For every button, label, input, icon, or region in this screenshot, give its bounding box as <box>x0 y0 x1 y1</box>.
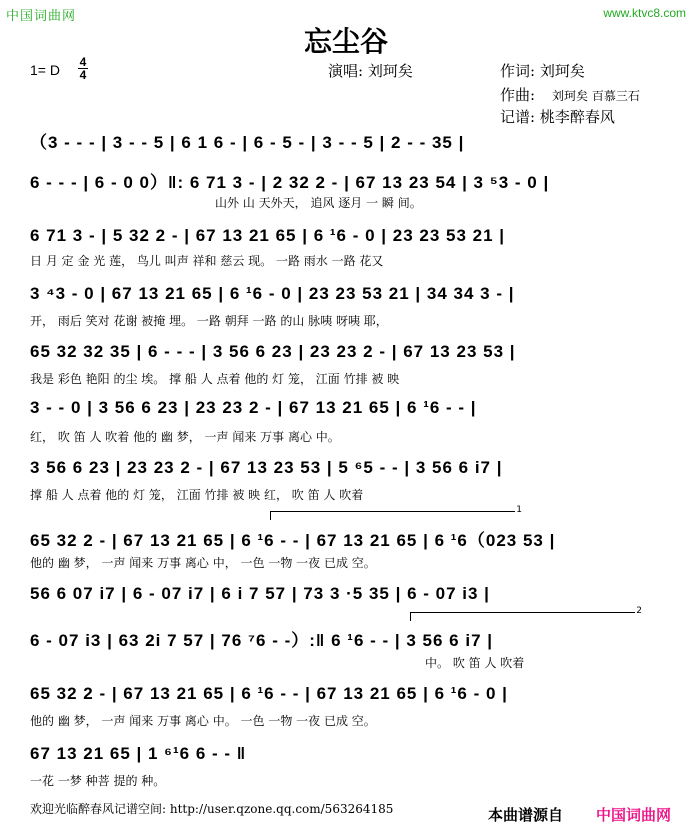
footer-source-label: 本曲谱源自 <box>488 806 564 824</box>
key-signature: 1= D <box>30 62 60 78</box>
score-line-8: 65 32 2 - | 67 13 21 65 | 6 ¹6 - - | 67 13 21 65 | 6 ¹6（023 53 | <box>30 531 556 550</box>
lyrics-line-6: 红， 吹 笛 人 吹着 他的 幽 梦， 一声 闻来 万事 离心 中。 <box>30 430 340 444</box>
footer-note: 欢迎光临醉春风记谱空间: http://user.qzone.qq.com/563264185 <box>30 802 394 816</box>
score-line-1: （3 - - - | 3 - - 5 | 6 1 6 - | 6 - 5 - | 3 - - 5 | 2 - - 35 | <box>30 133 465 152</box>
time-signature <box>78 56 88 81</box>
footer-source-brand: 中国词曲网 <box>596 806 672 824</box>
lyrics-line-5: 我是 彩色 艳阳 的尘 埃。 撑 船 人 点着 他的 灯 笼， 江面 竹排 被 映 <box>30 372 400 386</box>
lyricist: 作词: 刘珂矣 <box>500 62 585 80</box>
score-line-2: 6 - - - | 6 - 0 0）‖: 6 71 3 - | 2 32 2 - | 67 13 23 54 | 3 ⁵3 - 0 | <box>30 173 550 192</box>
transcriber: 记谱: 桃李醉春风 <box>500 108 615 126</box>
composer-label: 作曲: <box>500 86 536 104</box>
score-line-10: 6 - 07 i3 | 63 2i 7 57 | 76 ⁷6 - -）:‖ 6 ¹6 - - | 3 56 6 i7 | <box>30 631 494 650</box>
singer: 演唱: 刘珂矣 <box>328 62 413 80</box>
meter-bottom: 4 <box>79 68 87 82</box>
meter-top: 4 <box>79 55 87 69</box>
watermark-right: www.ktvc8.com <box>603 6 686 20</box>
volta-1: 1 <box>270 511 521 520</box>
score-line-5: 65 32 32 35 | 6 - - - | 3 56 6 23 | 23 23 2 - | 67 13 23 53 | <box>30 342 516 361</box>
lyrics-line-12: 一花 一梦 种菩 提的 种。 <box>30 774 166 788</box>
volta-2: 2 <box>410 612 641 621</box>
score-line-4: 3 ⁴3 - 0 | 67 13 21 65 | 6 ¹6 - 0 | 23 23 53 21 | 34 34 3 - | <box>30 284 515 303</box>
score-line-6: 3 - - 0 | 3 56 6 23 | 23 23 2 - | 67 13 21 65 | 6 ¹6 - - | <box>30 398 477 417</box>
lyrics-line-8: 他的 幽 梦， 一声 闻来 万事 离心 中， 一色 一物 一夜 已成 空。 <box>30 556 376 570</box>
score-line-12: 67 13 21 65 | 1 ⁶¹6 6 - - ‖ <box>30 744 247 763</box>
lyrics-line-7: 撑 船 人 点着 他的 灯 笼， 江面 竹排 被 映 红， 吹 笛 人 吹着 <box>30 488 364 502</box>
lyrics-line-3: 日 月 定 金 光 莲， 鸟儿 叫声 祥和 慈云 现。 一路 雨水 一路 花又 <box>30 254 384 268</box>
score-line-7: 3 56 6 23 | 23 23 2 - | 67 13 23 53 | 5 ⁶5 - - | 3 56 6 i7 | <box>30 458 503 477</box>
lyrics-line-11: 他的 幽 梦， 一声 闻来 万事 离心 中。 一色 一物 一夜 已成 空。 <box>30 714 376 728</box>
song-title: 忘尘谷 <box>303 25 388 58</box>
lyrics-line-2: 山外 山 天外天， 追风 逐月 一 瞬 间。 <box>215 196 422 210</box>
score-line-3: 6 71 3 - | 5 32 2 - | 67 13 21 65 | 6 ¹6 - 0 | 23 23 53 21 | <box>30 226 506 245</box>
watermark-left: 中国词曲网 <box>6 9 77 24</box>
composer: 刘珂矣 百慕三石 <box>552 89 640 103</box>
score-line-9: 56 6 07 i7 | 6 - 07 i7 | 6 i 7 57 | 73 3 ·5 35 | 6 - 07 i3 | <box>30 584 490 603</box>
lyrics-line-4: 开， 雨后 笑对 花谢 被掩 埋。 一路 朝拜 一路 的山 脉咦 呀咦 耶， <box>30 314 388 328</box>
score-line-11: 65 32 2 - | 67 13 21 65 | 6 ¹6 - - | 67 13 21 65 | 6 ¹6 - 0 | <box>30 684 508 703</box>
lyrics-line-10: 中。 吹 笛 人 吹着 <box>425 656 525 670</box>
